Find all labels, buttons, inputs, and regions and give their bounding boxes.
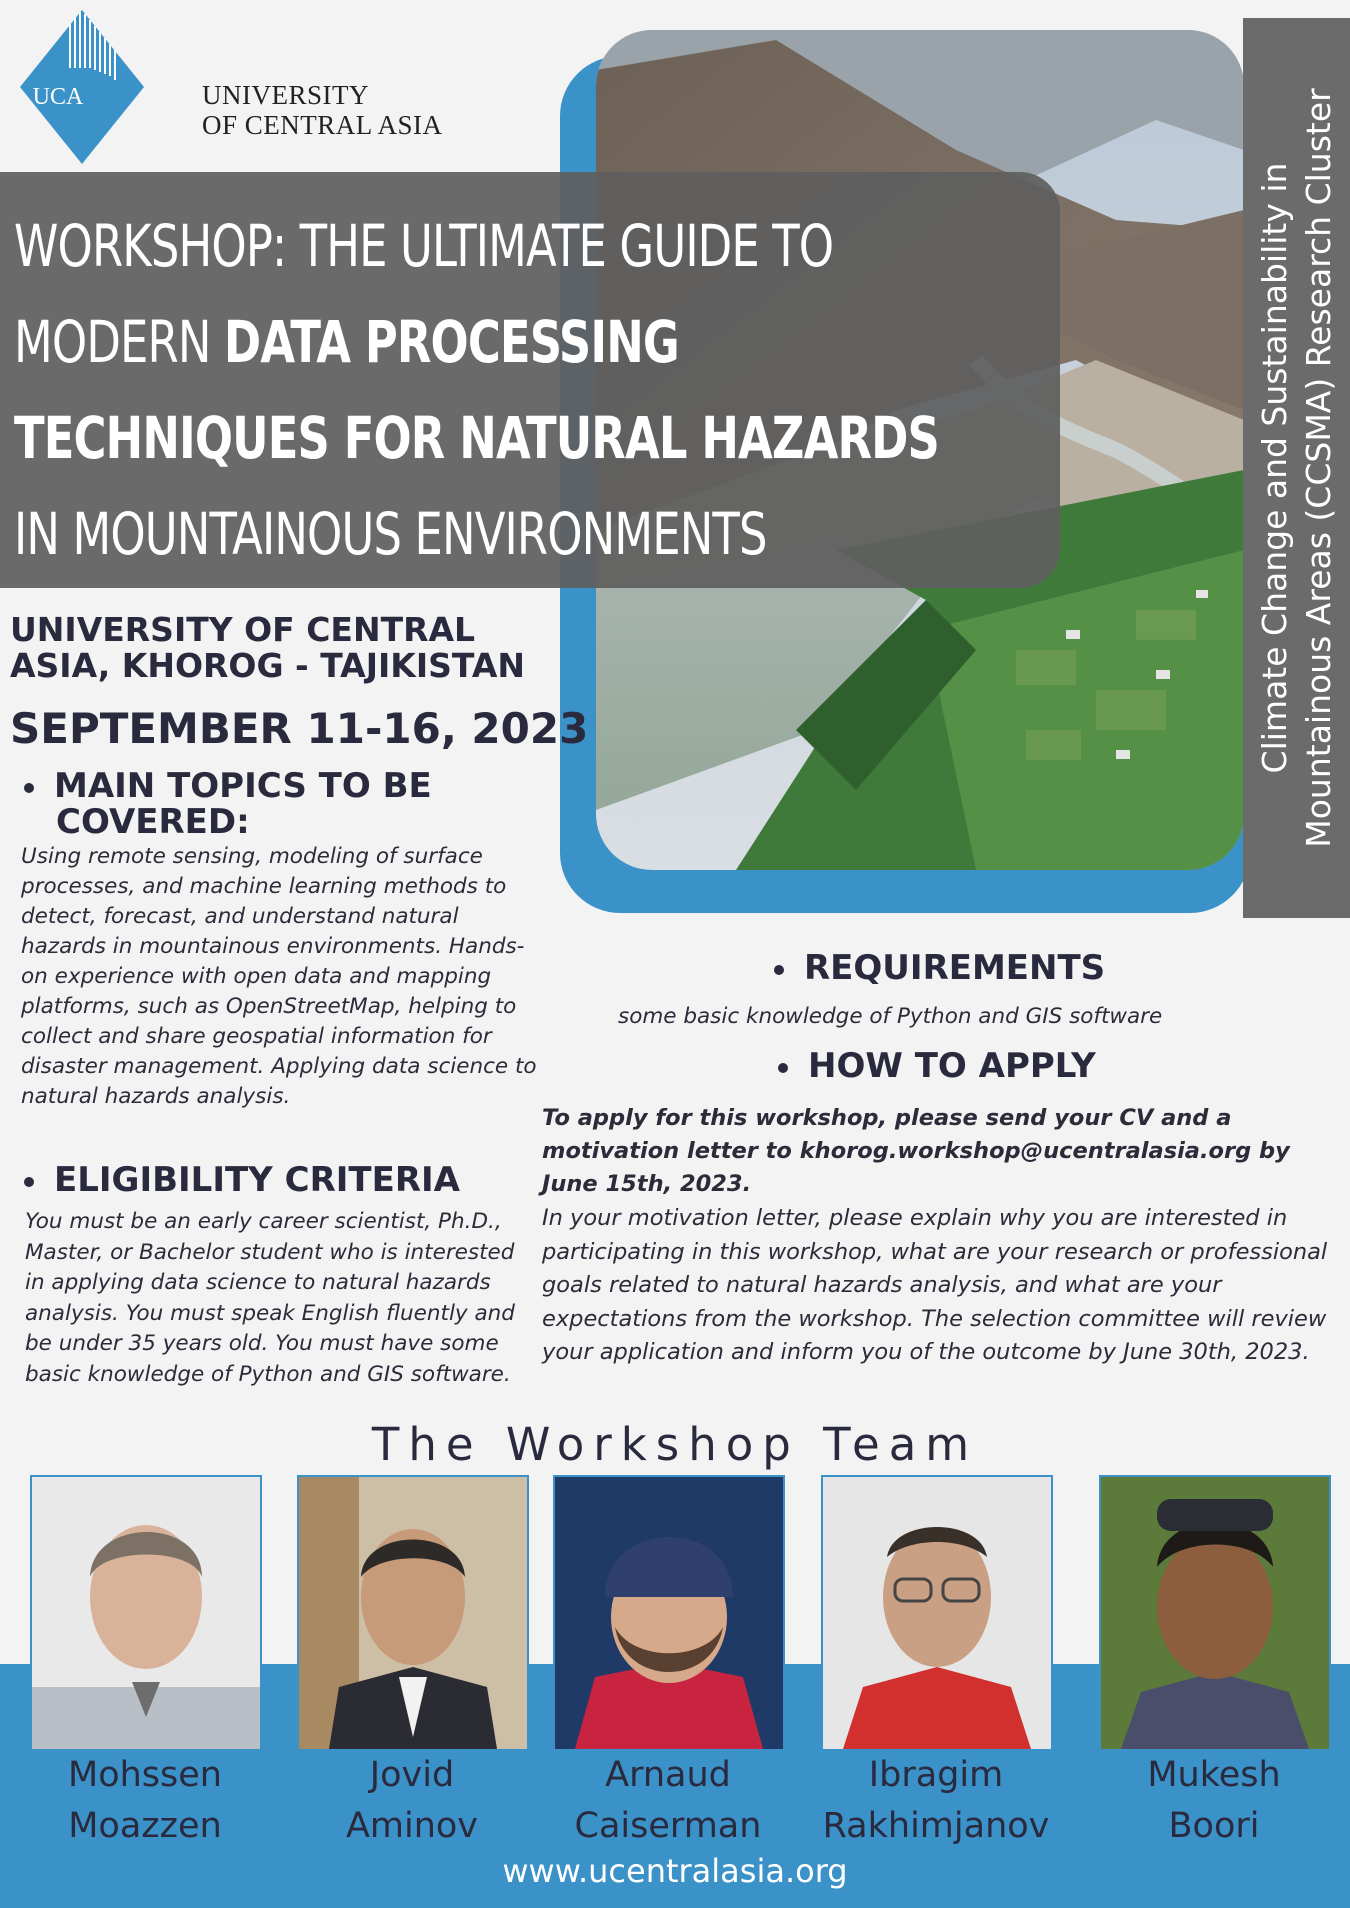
member-first-name: Arnaud (605, 1755, 731, 1795)
team-member (30, 1475, 260, 1846)
university-name (202, 80, 443, 140)
requirements-body: some basic knowledge of Python and GIS software (618, 1004, 1163, 1029)
team-member (297, 1475, 527, 1846)
title-line2-normal: MODERN (14, 308, 224, 376)
member-first-name: Ibragim (868, 1755, 1004, 1795)
requirements-heading-text: REQUIREMENTS (804, 948, 1106, 988)
research-cluster-banner (1243, 18, 1350, 918)
apply-details: In your motivation letter, please explain why you are interested in participating in this workshop, what are your research or professional goals related to natural hazards analysis, and what are your expectations from the workshop. The selection committee will review your application and inform you of the outcome by June 30th, 2023. (542, 1205, 1328, 1365)
member-last-name: Aminov (345, 1806, 479, 1846)
portrait-photo (821, 1475, 1053, 1751)
title-line1: WORKSHOP: THE ULTIMATE GUIDE TO (14, 212, 834, 280)
title-line4: IN MOUNTAINOUS ENVIRONMENTS (14, 500, 767, 568)
uca-logo-mark (18, 8, 146, 166)
team-member (821, 1475, 1051, 1846)
member-last-name: Moazzen (68, 1806, 222, 1846)
university-name-line1: UNIVERSITY (202, 80, 369, 110)
portrait-photo (297, 1475, 529, 1751)
location-line2: ASIA, KHOROG - TAJIKISTAN (10, 646, 525, 685)
location-line1: UNIVERSITY OF CENTRAL (10, 610, 476, 649)
title-line3 (14, 390, 940, 486)
website-link[interactable]: www.ucentralasia.org (502, 1852, 848, 1890)
team-member-name (781, 1750, 1091, 1852)
requirements-heading (774, 950, 1105, 986)
apply-heading (778, 1048, 1096, 1084)
member-last-name: Rakhimjanov (822, 1806, 1050, 1846)
member-first-name: Mohssen (68, 1755, 222, 1795)
research-cluster-line2: Mountainous Areas (CCSMA) Research Cluster (1298, 88, 1338, 848)
portrait-photo (553, 1475, 785, 1751)
bullet-icon (778, 1063, 788, 1073)
member-last-name: Boori (1168, 1806, 1260, 1846)
member-last-name: Caiserman (574, 1806, 762, 1846)
workshop-date: SEPTEMBER 11-16, 2023 (10, 704, 589, 753)
title-line3-bold: TECHNIQUES FOR NATURAL HAZARDS (14, 404, 940, 472)
team-member (553, 1475, 783, 1846)
apply-instructions: To apply for this workshop, please send your CV and a motivation letter to khorog.workshop@ucentralasia.org by June 15th, 2023. (542, 1105, 1290, 1197)
bullet-icon (24, 1177, 34, 1187)
member-first-name: Jovid (369, 1755, 455, 1795)
eligibility-heading-text: ELIGIBILITY CRITERIA (54, 1160, 460, 1200)
research-cluster-line1: Climate Change and Sustainability in (1254, 162, 1294, 774)
team-title: The Workshop Team (371, 1418, 979, 1471)
bullet-icon (774, 965, 784, 975)
topics-heading-line2: COVERED: (56, 802, 250, 842)
topics-heading (24, 768, 544, 840)
apply-heading-text: HOW TO APPLY (808, 1046, 1096, 1086)
team-member-name (513, 1750, 823, 1852)
title-line2 (14, 294, 908, 390)
team-member (1099, 1475, 1329, 1846)
university-name-line2: OF CENTRAL ASIA (202, 110, 443, 140)
title-line2-bold: DATA PROCESSING (223, 308, 679, 376)
workshop-location (10, 612, 570, 684)
member-first-name: Mukesh (1147, 1755, 1281, 1795)
workshop-title (14, 198, 1054, 582)
topics-body: Using remote sensing, modeling of surface processes, and machine learning methods to detect, forecast, and understand natural hazards in mountainous environments. Hands-on experience with open data and mapping platforms, such as OpenStreetMap, helping to collect and share geospatial information for disaster management. Applying data science to natural hazards analysis. (21, 844, 537, 1109)
team-member-name (0, 1750, 300, 1852)
bullet-icon (24, 783, 34, 793)
eligibility-body: You must be an early career scientist, Ph.D., Master, or Bachelor student who is interested in applying data science to natural hazards analysis. You must speak English fluently and be under 35 years old. You must have some basic knowledge of Python and GIS software. (25, 1209, 515, 1387)
team-member-name (1059, 1750, 1350, 1852)
topics-heading-line1: MAIN TOPICS TO BE (54, 766, 432, 806)
logo-mark-text: UCA (32, 84, 84, 110)
eligibility-heading (24, 1162, 460, 1198)
portrait-photo (30, 1475, 262, 1751)
portrait-photo (1099, 1475, 1331, 1751)
